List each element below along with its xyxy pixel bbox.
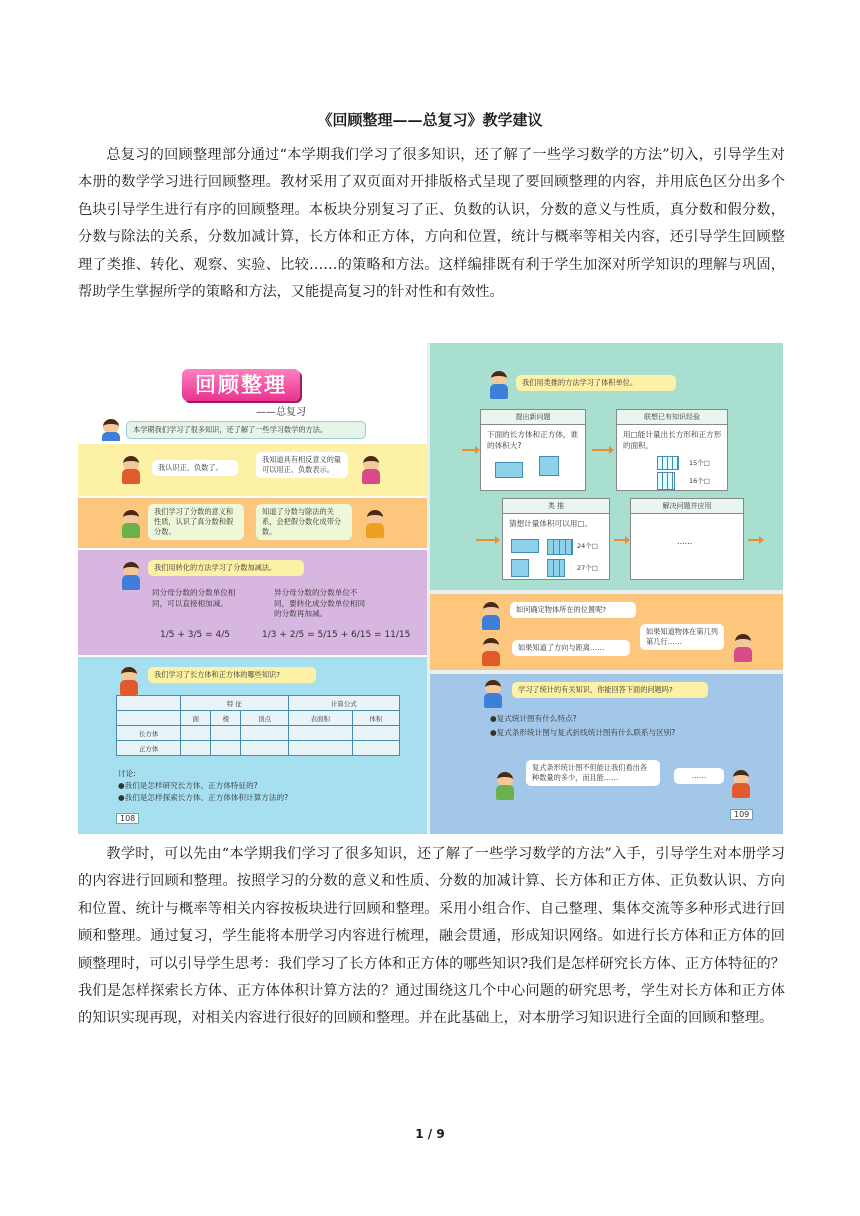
textbook-right-page [430, 343, 783, 834]
count-label: 16个□ [689, 477, 710, 485]
table-header: 特 征 [181, 696, 288, 711]
apply-box [630, 498, 744, 580]
square-grid [657, 472, 675, 490]
title-section [78, 343, 427, 441]
fraction-addition-bubble: 我们用转化的方法学习了分数加减法。 [148, 560, 304, 576]
yellow-block [78, 444, 427, 496]
count-label: 15个□ [689, 459, 710, 467]
orange-position-block [430, 594, 783, 670]
ellipsis-bubble: …… [674, 768, 724, 784]
purple-block [78, 550, 427, 655]
arrow-icon [592, 449, 610, 451]
box-title: 提出新问题 [481, 410, 585, 425]
review-banner: 回顾整理 [182, 369, 300, 401]
discussion-question: ●我们是怎样探索长方体、正方体体积计算方法的? [118, 793, 289, 802]
prior-knowledge-box [616, 409, 728, 491]
analogy-bubble: 我们用类推的方法学习了体积单位。 [516, 375, 676, 391]
girl-illustration [120, 510, 142, 538]
opposite-quantities-bubble: 我知道具有相反意义的量可以用正、负数表示。 [256, 452, 348, 478]
cuboid-question-bubble: 我们学习了长方体和正方体的哪些知识? [148, 667, 316, 683]
boy-illustration [480, 602, 502, 630]
arrow-icon [462, 449, 476, 451]
analogy-box [502, 498, 610, 580]
box-text: …… [677, 537, 693, 546]
box-text: 用□能计量出长方形和正方形的面积。 [623, 430, 722, 450]
cube-stack [547, 559, 565, 577]
boy-illustration [730, 770, 752, 798]
box-title: 类 推 [503, 499, 609, 514]
cube-stack [511, 559, 529, 577]
blue-statistics-block [430, 674, 783, 834]
girl-illustration [732, 634, 754, 662]
arrow-icon [614, 539, 626, 541]
table-column-header: 面 [181, 711, 211, 726]
paragraph-text: 教学时，可以先由“本学期我们学习了很多知识，还了解了一些学习数学的方法”入手，引导学生对本册学习的内容进行回顾和整理。按照学习的分数的意义和性质、分数的加减计算、长方体和正方体、正负数认识、方向和位置、统计与概率等相关内容按板块进行回顾和整理。采用小组合作、自己整理、集体交流等多种形式进行回顾和整理。通过复习，学生能将本册学习内容进行梳理，融会贯通，形成知识网络。如进行长方体和正方体的回顾整理时，可以引导学生思考：我们学习了长方体和正方体的哪些知识?我们是怎样研究长方体、正方体特征的？我们是怎样探索长方体、正方体体积计算方法的？通过围绕这几个中心问题的研究思考，学生对长方体和正方体的知识实现再现，对相关内容进行很好的回顾和整理。并在此基础上，对本册学习知识进行全面的回顾和整理。 [78, 846, 785, 1027]
document-title: 《回顾整理——总复习》教学建议 [317, 111, 543, 129]
boy-illustration [120, 456, 142, 484]
boy-illustration [120, 562, 142, 590]
cuboid-shape [495, 462, 523, 478]
discussion-question: ●我们是怎样研究长方体、正方体特征的? [118, 781, 258, 790]
teaching-paragraph [78, 841, 785, 1033]
textbook-spread-image [78, 343, 783, 834]
rectangle-grid [657, 456, 679, 470]
cube-stack [511, 539, 539, 553]
table-column-header: 表面积 [288, 711, 352, 726]
boy-illustration [118, 667, 140, 695]
bar-chart-bubble: 复式条形统计图不但能让我们看出各种数量的多少，而且能…… [526, 760, 660, 786]
textbook-left-page [78, 343, 427, 834]
direction-distance-bubble: 如果知道了方向与距离…… [512, 640, 630, 656]
table-column-header: 顶点 [241, 711, 288, 726]
negative-numbers-bubble: 我认识正、负数了。 [152, 460, 238, 476]
statistics-question-bubble: 学习了统计的有关知识，你能回答下面的问题吗? [512, 682, 708, 698]
banner-subtitle: ——总复习 [256, 407, 306, 418]
boy-illustration [100, 419, 122, 441]
table-column-header: 棱 [211, 711, 241, 726]
fractions-bubble: 我们学习了分数的意义和性质，认识了真分数和假分数。 [148, 504, 244, 540]
boy-illustration [480, 638, 502, 666]
cube-stack [547, 539, 573, 555]
blue-block [78, 657, 427, 834]
page-number-109: 109 [730, 809, 753, 820]
girl-illustration [360, 456, 382, 484]
box-title: 解决问题并应用 [631, 499, 743, 514]
intro-bubble: 本学期我们学习了很多知识，还了解了一些学习数学的方法。 [126, 421, 366, 439]
fraction-example-a: 1/5 + 3/5 = 4/5 [160, 630, 230, 640]
box-text: 猜想计量体积可以用□。 [509, 519, 593, 528]
statistics-question: ●复式统计图有什么特点? [490, 714, 577, 723]
page-indicator: 1 / 9 [415, 1127, 445, 1141]
arrow-icon [476, 539, 496, 541]
boy-illustration [364, 510, 386, 538]
different-denominator-text: 异分母分数的分数单位不同，要转化成分数单位相同的分数再加减。 [274, 588, 366, 618]
table-column-header: 体积 [352, 711, 399, 726]
fraction-example-b: 1/3 + 2/5 = 5/15 + 6/15 = 11/15 [262, 630, 411, 640]
count-label: 27个□ [577, 564, 598, 572]
cube-shape [539, 456, 559, 476]
orange-block [78, 498, 427, 548]
count-label: 24个□ [577, 542, 598, 550]
table-row-header: 正方体 [117, 741, 181, 756]
boy-illustration [482, 680, 504, 708]
row-column-bubble: 如果知道物体在第几列第几行…… [640, 624, 724, 650]
new-problem-box [480, 409, 586, 491]
arrow-icon [748, 539, 760, 541]
box-title: 联想已有知识经验 [617, 410, 727, 425]
statistics-question: ●复式条形统计图与复式折线统计图有什么联系与区别? [490, 728, 676, 737]
position-question-bubble: 如何确定物体所在的位置呢? [510, 602, 636, 618]
table-header: 计算公式 [288, 696, 399, 711]
cuboid-table [116, 695, 400, 756]
box-text: 下面的长方体和正方体，谁的体积大? [487, 430, 579, 450]
discussion-label: 讨论: [118, 769, 136, 778]
intro-paragraph [78, 142, 785, 306]
boy-illustration [488, 371, 510, 399]
same-denominator-text: 同分母分数的分数单位相同，可以直接相加减。 [152, 588, 236, 608]
page-number-108: 108 [116, 813, 139, 824]
table-row-header: 长方体 [117, 726, 181, 741]
paragraph-text: 总复习的回顾整理部分通过“本学期我们学习了很多知识，还了解了一些学习数学的方法”切入，引导学生对本册的数学学习进行回顾整理。教材采用了双页面对开排版格式呈现了要回顾整理的内容，并用底色区分出多个色块引导学生进行有序的回顾整理。本板块分别复习了正、负数的认识，分数的意义与性质，真分数和假分数，分数与除法的关系，分数加减计算，长方体和正方体，方向和位置，统计与概率等相关内容，还引导学生回顾整理了类推、转化、观察、实验、比较……的策略和方法。这样编排既有利于学生加深对所学知识的理解与巩固，帮助学生掌握所学的策略和方法，又能提高复习的针对性和有效性。 [78, 147, 785, 301]
teal-block [430, 343, 783, 590]
fraction-division-bubble: 知道了分数与除法的关系，会把假分数化成带分数。 [256, 504, 352, 540]
girl-illustration [494, 772, 516, 800]
